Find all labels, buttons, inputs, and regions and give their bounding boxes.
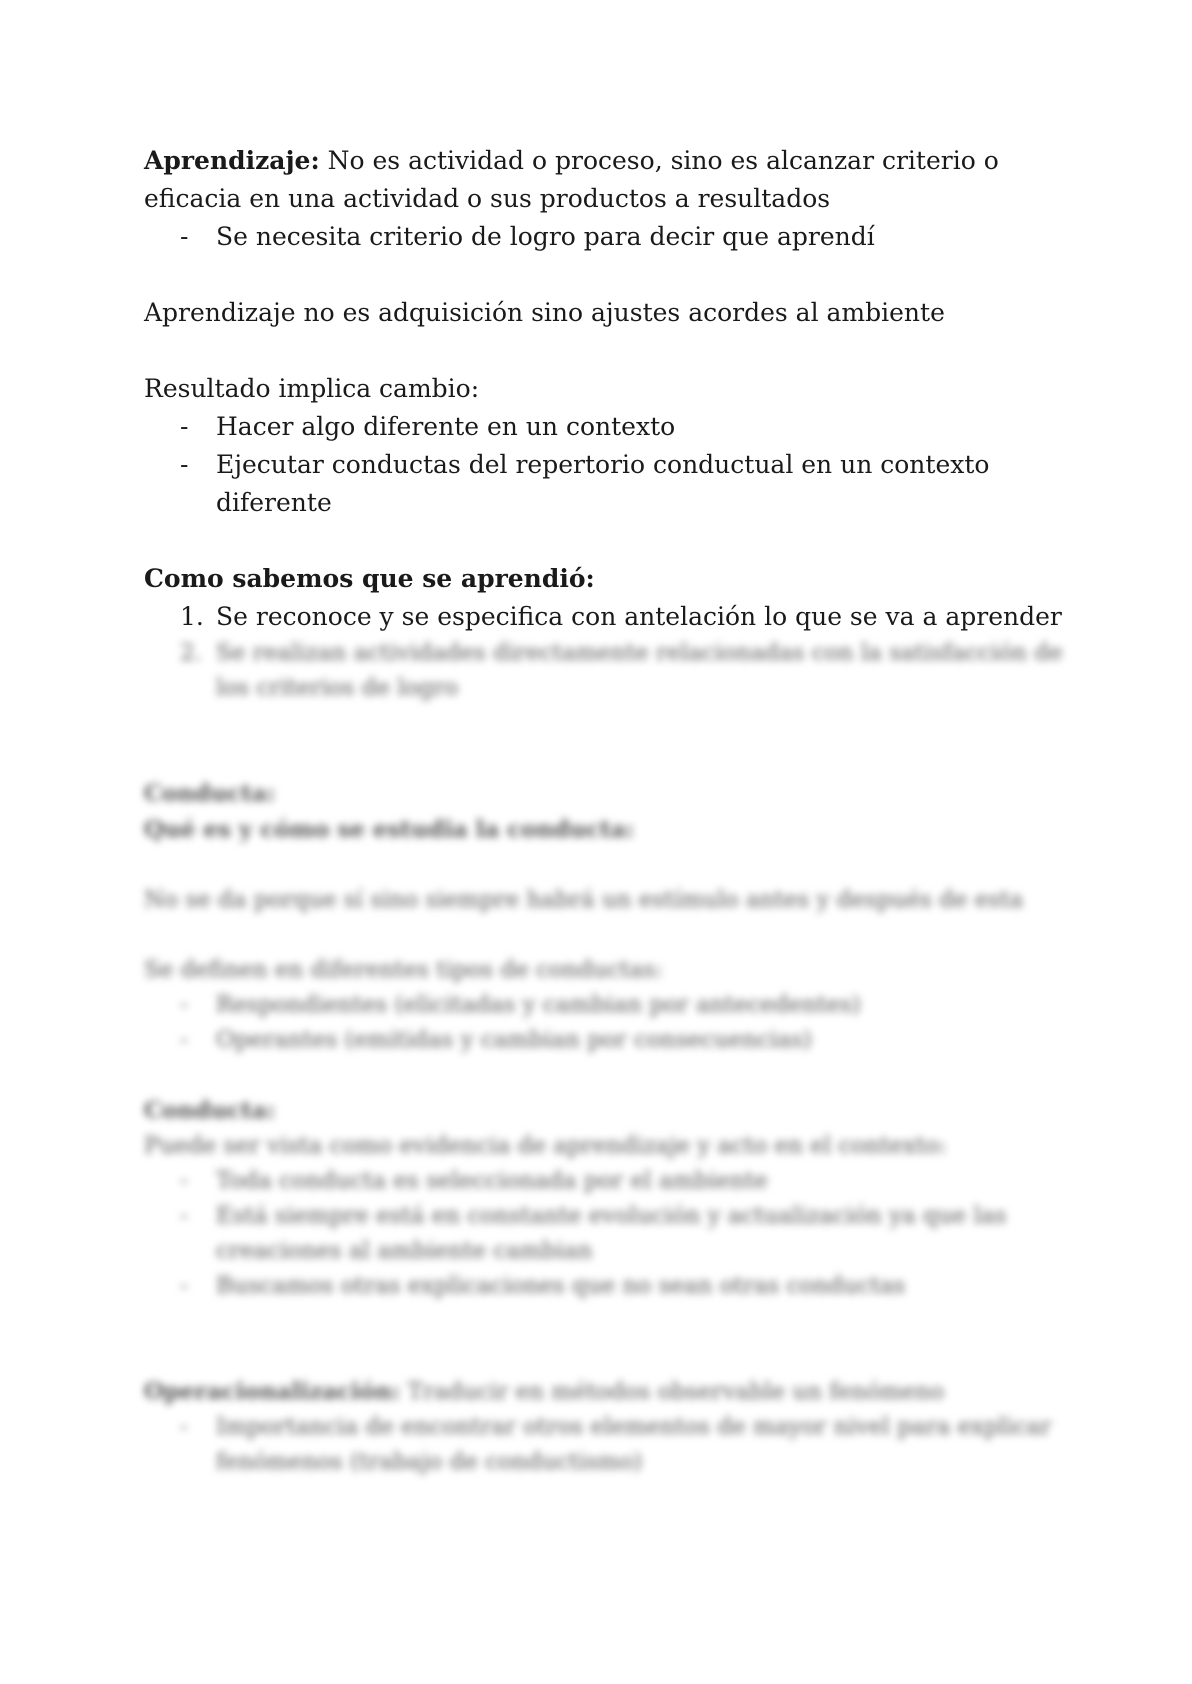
list-item: [144, 446, 1064, 522]
paragraph-estimulo: No se da porque sí sino siempre habrá un estímulo antes y después de esta: [144, 887, 1024, 913]
paragraph-operacionalizacion: [144, 1374, 1064, 1410]
como-sabemos-list: [144, 598, 1064, 636]
aprendizaje-definition: No es actividad o proceso, sino es alcanzar criterio o eficacia en una actividad o sus productos a resultados: [144, 146, 999, 213]
blurred-content: [144, 636, 1064, 1480]
operacionalizacion-definition: Traducir en métodos observable un fenómeno: [407, 1379, 945, 1405]
term-operacionalizacion: Operacionalización:: [144, 1378, 401, 1405]
list-item: [144, 1269, 1064, 1304]
list-item-text: Buscamos otras explicaciones que no sean otras conductas: [216, 1273, 906, 1299]
list-item: [144, 636, 1064, 706]
list-item-text: Respondientes (elicitadas y cambian por antecedentes): [216, 992, 861, 1018]
list-item-text: Hacer algo diferente en un contexto: [216, 412, 676, 441]
como-sabemos-list-continued: [144, 636, 1064, 706]
dash-marker: -: [180, 450, 189, 479]
evidencia-bullets: [144, 1164, 1064, 1304]
list-item: [144, 1164, 1064, 1199]
list-item-text: Se necesita criterio de logro para decir que aprendí: [216, 222, 875, 251]
dash-marker: -: [180, 222, 189, 251]
operacionalizacion-bullets: [144, 1410, 1064, 1480]
list-item-text: Se reconoce y se especifica con antelación lo que se va a aprender: [216, 602, 1062, 631]
list-item-text: Ejecutar conductas del repertorio conductual en un contexto diferente: [216, 450, 990, 517]
paragraph-adquisicion: Aprendizaje no es adquisición sino ajustes acordes al ambiente: [144, 298, 945, 327]
list-item: [144, 988, 1064, 1023]
dash-marker: -: [180, 1273, 188, 1299]
term-aprendizaje: Aprendizaje:: [144, 146, 320, 175]
dash-marker: -: [180, 1203, 188, 1229]
paragraph-resultado: Resultado implica cambio:: [144, 374, 480, 403]
paragraph-aprendizaje: [144, 142, 1064, 218]
heading-conducta-2: [144, 1093, 1064, 1129]
list-item: [144, 1410, 1064, 1480]
heading-conducta-2-text: Conducta:: [144, 1097, 276, 1124]
resultado-bullets: [144, 408, 1064, 522]
list-item-text: Está siempre está en constante evolución y actualización ya que las creaciones al ambiente cambian: [216, 1203, 1007, 1264]
heading-conducta-text: Conducta:: [144, 780, 276, 807]
document-page: [144, 142, 1064, 1480]
dash-marker: -: [180, 412, 189, 441]
tipos-bullets: [144, 988, 1064, 1058]
list-item: [144, 218, 1064, 256]
list-item: [144, 598, 1064, 636]
list-item: [144, 408, 1064, 446]
subheading-conducta-text: Qué es y cómo se estudia la conducta:: [144, 816, 635, 843]
list-item-text: Se realizan actividades directamente relacionadas con la satisfacción de los criterios de logro: [216, 640, 1063, 701]
list-item-text: Importancia de encontrar otros elementos de mayor nivel para explicar fenómenos (trabajo de conductismo): [216, 1414, 1052, 1475]
heading-conducta: [144, 776, 1064, 812]
number-marker: 1.: [180, 602, 204, 631]
list-item: [144, 1023, 1064, 1058]
heading-como-sabemos-text: Como sabemos que se aprendió:: [144, 564, 595, 593]
dash-marker: -: [180, 992, 188, 1018]
number-marker: 2.: [180, 640, 202, 666]
subheading-conducta: [144, 812, 1064, 848]
dash-marker: -: [180, 1027, 188, 1053]
aprendizaje-bullets: [144, 218, 1064, 256]
list-item-text: Toda conducta es seleccionada por el ambiente: [216, 1168, 768, 1194]
dash-marker: -: [180, 1168, 188, 1194]
dash-marker: -: [180, 1414, 188, 1440]
paragraph-tipos: Se definen en diferentes tipos de conductas:: [144, 957, 663, 983]
paragraph-evidencia: Puede ser vista como evidencia de aprendizaje y acto en el contexto:: [144, 1133, 947, 1159]
list-item-text: Operantes (emitidas y cambian por consecuencias): [216, 1027, 812, 1053]
heading-como-sabemos: [144, 560, 1064, 598]
list-item: [144, 1199, 1064, 1269]
